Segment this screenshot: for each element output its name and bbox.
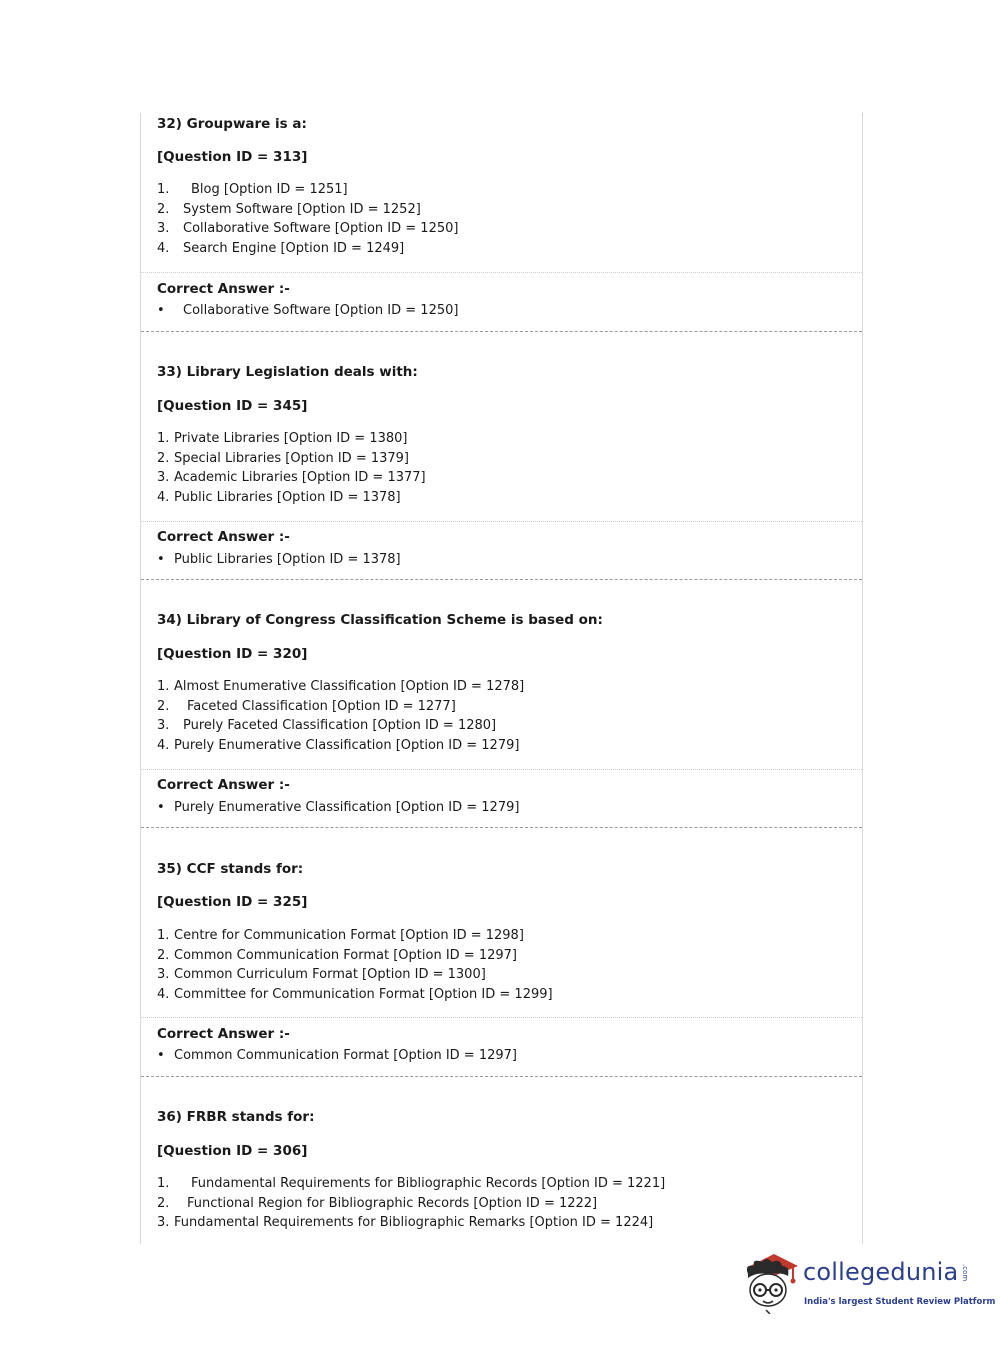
option-item: 3. Collaborative Software [Option ID = 1250] <box>157 221 459 236</box>
options-list <box>157 429 426 507</box>
question-title: 32) Groupware is a: <box>157 116 307 132</box>
option-item: 4. Public Libraries [Option ID = 1378] <box>157 489 401 505</box>
option-item: 2. Functional Region for Bibliographic Records [Option ID = 1222] <box>157 1195 598 1211</box>
option-item: 2. Common Communication Format [Option ID = 1297] <box>157 947 517 963</box>
question-title: 33) Library Legislation deals with: <box>157 364 418 380</box>
collegedunia-logo[interactable] <box>742 1252 996 1316</box>
logo-tagline: India's largest Student Review Platform <box>804 1297 996 1307</box>
option-item: 1. Centre for Communication Format [Option ID = 1298] <box>157 928 524 943</box>
correct-answer-label: Correct Answer :- <box>157 281 290 297</box>
question-title: 36) FRBR stands for: <box>157 1109 315 1125</box>
section-divider <box>141 1076 862 1077</box>
correct-answer-label: Correct Answer :- <box>157 777 290 793</box>
option-item: 3. Academic Libraries [Option ID = 1377] <box>157 470 426 485</box>
option-item: 2. Special Libraries [Option ID = 1379] <box>157 450 409 466</box>
option-item: 4. Search Engine [Option ID = 1249] <box>157 240 405 256</box>
divider <box>141 1017 862 1018</box>
correct-answer-label: Correct Answer :- <box>157 1026 290 1042</box>
divider <box>141 272 862 273</box>
section-divider <box>141 827 862 828</box>
option-item: 2. System Software [Option ID = 1252] <box>157 201 421 217</box>
option-item: 1. Private Libraries [Option ID = 1380] <box>157 431 408 446</box>
option-item: 3. Fundamental Requirements for Bibliographic Remarks [Option ID = 1224] <box>157 1215 654 1230</box>
option-item: 3. Purely Faceted Classification [Option ID = 1280] <box>157 718 497 733</box>
correct-answer: • Public Libraries [Option ID = 1378] <box>157 552 401 567</box>
logo-suffix: .com <box>961 1264 969 1282</box>
option-item: 3. Common Curriculum Format [Option ID = 1300] <box>157 967 486 982</box>
options-list <box>157 1174 665 1233</box>
option-item: 1. Blog [Option ID = 1251] <box>157 182 348 197</box>
mascot-icon <box>742 1252 800 1314</box>
correct-answer: • Common Communication Format [Option ID = 1297] <box>157 1048 517 1063</box>
options-list <box>157 926 553 1004</box>
option-item: 4. Purely Enumerative Classification [Option ID = 1279] <box>157 737 520 753</box>
divider <box>141 521 862 522</box>
section-divider <box>141 579 862 580</box>
question-id: [Question ID = 325] <box>157 894 308 910</box>
section-divider <box>141 331 862 332</box>
logo-wordmark: collegedunia <box>803 1258 959 1286</box>
option-item: 4. Committee for Communication Format [Option ID = 1299] <box>157 986 553 1002</box>
correct-answer-label: Correct Answer :- <box>157 529 290 545</box>
question-title: 34) Library of Congress Classification Scheme is based on: <box>157 612 603 628</box>
question-id: [Question ID = 345] <box>157 398 308 414</box>
question-id: [Question ID = 313] <box>157 149 308 165</box>
question-paper-frame <box>140 113 863 1244</box>
question-id: [Question ID = 320] <box>157 646 308 662</box>
options-list <box>157 677 524 755</box>
correct-answer: • Collaborative Software [Option ID = 1250] <box>157 303 459 318</box>
option-item: 2. Faceted Classification [Option ID = 1277] <box>157 698 456 714</box>
option-item: 1. Almost Enumerative Classification [Option ID = 1278] <box>157 679 525 694</box>
question-id: [Question ID = 306] <box>157 1143 308 1159</box>
option-item: 1. Fundamental Requirements for Bibliographic Records [Option ID = 1221] <box>157 1176 666 1191</box>
options-list <box>157 180 458 258</box>
correct-answer: • Purely Enumerative Classification [Option ID = 1279] <box>157 800 520 815</box>
question-title: 35) CCF stands for: <box>157 861 304 877</box>
divider <box>141 769 862 770</box>
